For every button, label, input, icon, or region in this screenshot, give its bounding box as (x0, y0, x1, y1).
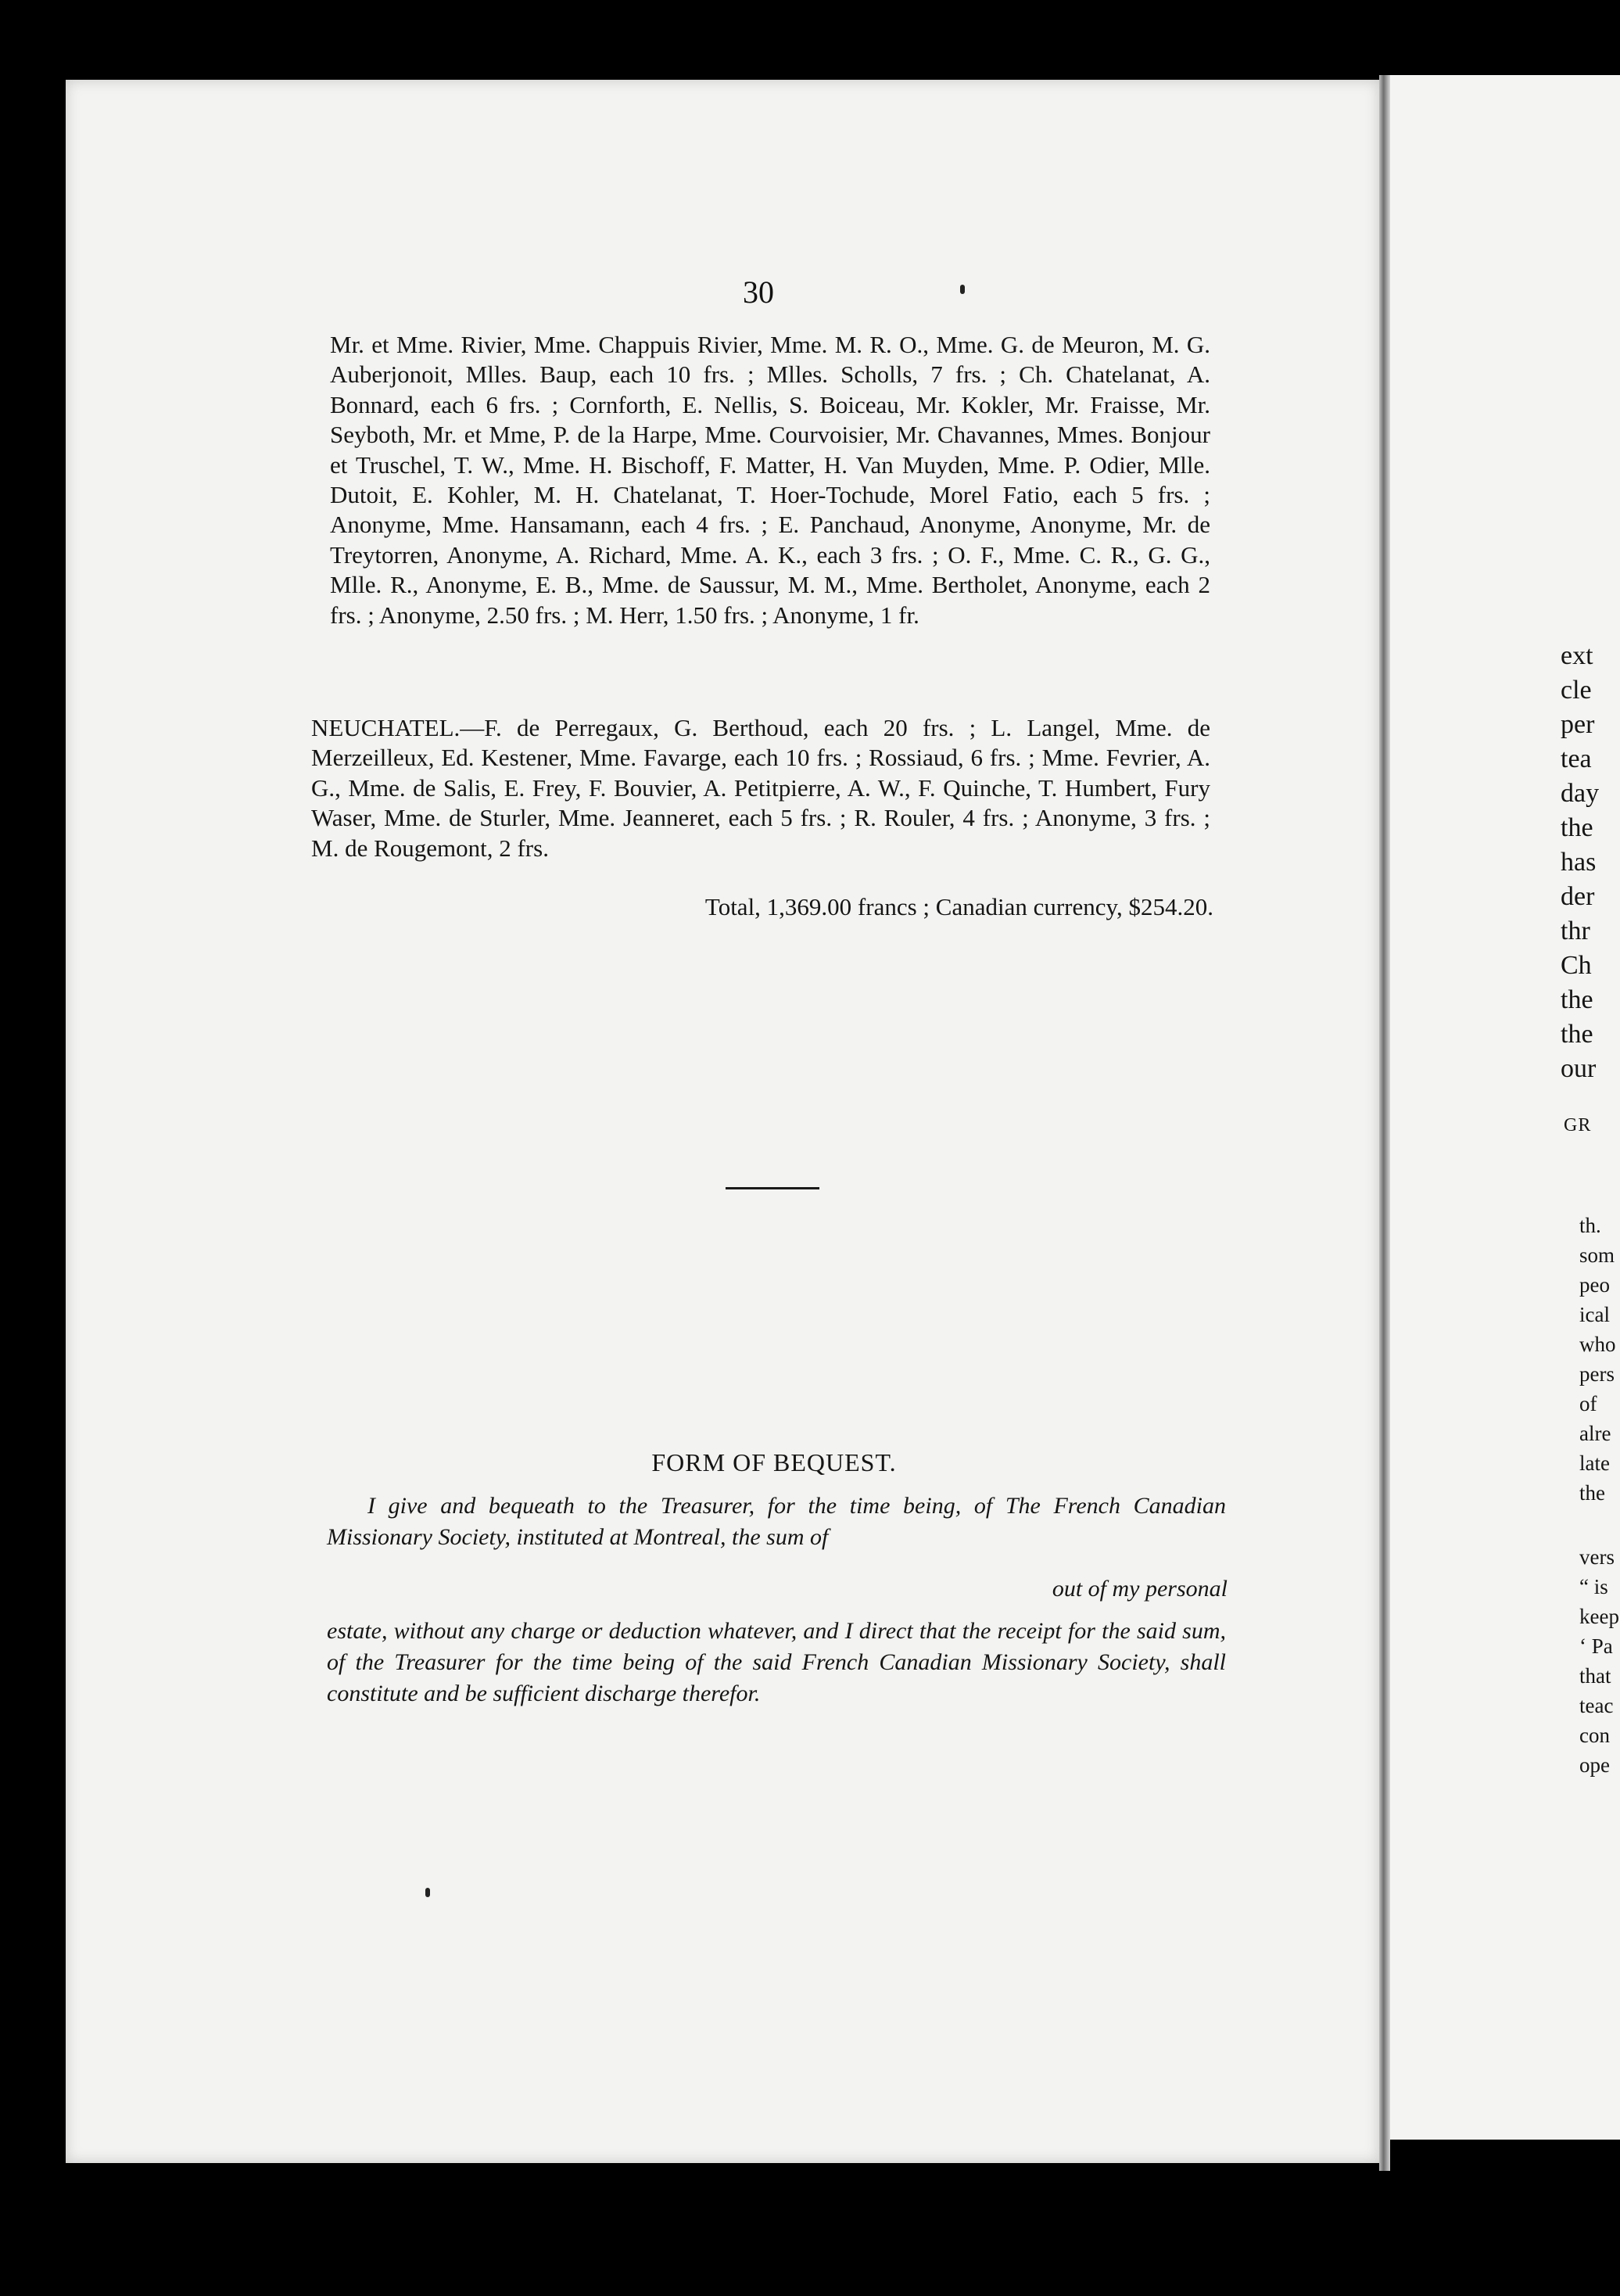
right-page-fragment: der (1561, 882, 1595, 911)
right-page-fragment: peo (1579, 1273, 1610, 1297)
ink-speck (425, 1888, 430, 1897)
right-page-fragment: “ is (1579, 1575, 1608, 1598)
bequest-heading: FORM OF BEQUEST. (651, 1448, 897, 1476)
right-page-fragment: keep (1579, 1605, 1619, 1628)
right-page-fragment: ope (1579, 1753, 1610, 1777)
bequest-text-closing: estate, without any charge or deduction whatever, and I direct that the receipt for the said sum, of the Treasurer for the time being of the said French Canadian Missionary Society, shall constitute and be sufficient discharge therefor. (327, 1618, 1226, 1706)
right-page (1390, 75, 1620, 2140)
right-page-fragment: has (1561, 848, 1597, 877)
right-page-fragment: of (1579, 1392, 1597, 1415)
right-page-fragment: ical (1579, 1303, 1610, 1326)
right-page-fragment: late (1579, 1451, 1610, 1475)
neuchatel-text: NEUCHATEL.—F. de Perregaux, G. Berthoud, each 20 frs. ; L. Langel, Mme. de Merzeilleux, Ed. Kestener, Mme. Favarge, each 10 frs. ; Rossiaud, 6 frs. ; Mme. Fevrier, A. G., Mme. de Salis, E. Frey, F. Bouvier, A. Petitpierre, A. W., F. Quinche, T. Humbert, Fury Waser, Mme. de Sturler, Mme. Jeanneret, each 5 frs. ; R. Rouler, 4 frs. ; Anonyme, 3 frs. ; M. de Rougemont, 2 frs. (311, 714, 1210, 862)
right-page-fragment: the (1579, 1481, 1605, 1505)
right-page-fragment: our (1561, 1054, 1597, 1083)
page-number: 30 (743, 274, 774, 310)
right-page-fragment: tea (1561, 744, 1592, 773)
right-page-fragment: cle (1561, 676, 1592, 705)
right-page-fragment: th. (1579, 1214, 1601, 1237)
bequest-text-opening: I give and bequeath to the Treasurer, for the time being, of The French Canadian Missionary Society, instituted at Montreal, the sum of (327, 1493, 1226, 1550)
ink-speck (960, 285, 965, 294)
total-line: Total, 1,369.00 francs ; Canadian currency, $254.20. (704, 893, 1213, 920)
right-page-fragment: day (1561, 779, 1600, 808)
right-page-fragment: teac (1579, 1694, 1614, 1717)
right-page-fragment: som (1579, 1243, 1615, 1267)
right-page-fragment: ‘ Pa (1579, 1634, 1613, 1658)
right-page-fragment: the (1561, 813, 1593, 842)
right-page-fragment: that (1579, 1664, 1611, 1688)
book-gutter (1379, 75, 1390, 2171)
right-page-fragment: alre (1579, 1422, 1611, 1445)
right-page-fragment: thr (1561, 917, 1590, 945)
right-page-fragment: per (1561, 710, 1595, 739)
right-page-fragment: who (1579, 1333, 1616, 1356)
right-page-fragment: con (1579, 1724, 1610, 1747)
contributions-paragraph: Mr. et Mme. Rivier, Mme. Chappuis Rivier, Mme. M. R. O., Mme. G. de Meuron, M. G. Auberjonoit, Mlles. Baup, each 10 frs. ; Mlles. Scholls, 7 frs. ; Ch. Chatelanat, A. Bonnard, each 6 frs. ; Cornforth, E. Nellis, S. Boiceau, Mr. Kokler, Mr. Fraisse, Mr. Seyboth, Mr. et Mme, P. de la Harpe, Mme. Courvoisier, Mr. Chavannes, Mmes. Bonjour et Truschel, T. W., Mme. H. Bischoff, F. Matter, H. Van Muyden, Mme. P. Odier, Mlle. Dutoit, E. Kohler, M. H. Chatelanat, T. Hoer-Tochude, Morel Fatio, each 5 frs. ; Anonyme, Mme. Hansamann, each 4 frs. ; E. Panchaud, Anonyme, Anonyme, Mr. de Treytorren, Anonyme, A. Richard, Mme. A. K., each 3 frs. ; O. F., Mme. C. R., G. G., Mlle. R., Anonyme, E. B., Mme. de Saussur, M. M., Mme. Bertholet, Anonyme, each 2 frs. ; Anonyme, 2.50 frs. ; M. Herr, 1.50 frs. ; Anonyme, 1 fr. (330, 331, 1210, 629)
section-divider (726, 1187, 819, 1189)
right-page-fragment: vers (1579, 1545, 1615, 1569)
neuchatel-paragraph (311, 713, 1210, 863)
right-page-fragment-caps: GR (1564, 1115, 1592, 1135)
right-page-fragment: Ch (1561, 951, 1592, 980)
right-page-fragment: ext (1561, 641, 1593, 670)
right-page-fragment: the (1561, 1020, 1593, 1049)
bequest-text-blank-continuation: out of my personal (1052, 1576, 1228, 1602)
right-page-fragment: pers (1579, 1362, 1615, 1386)
right-page-fragment: the (1561, 985, 1593, 1014)
